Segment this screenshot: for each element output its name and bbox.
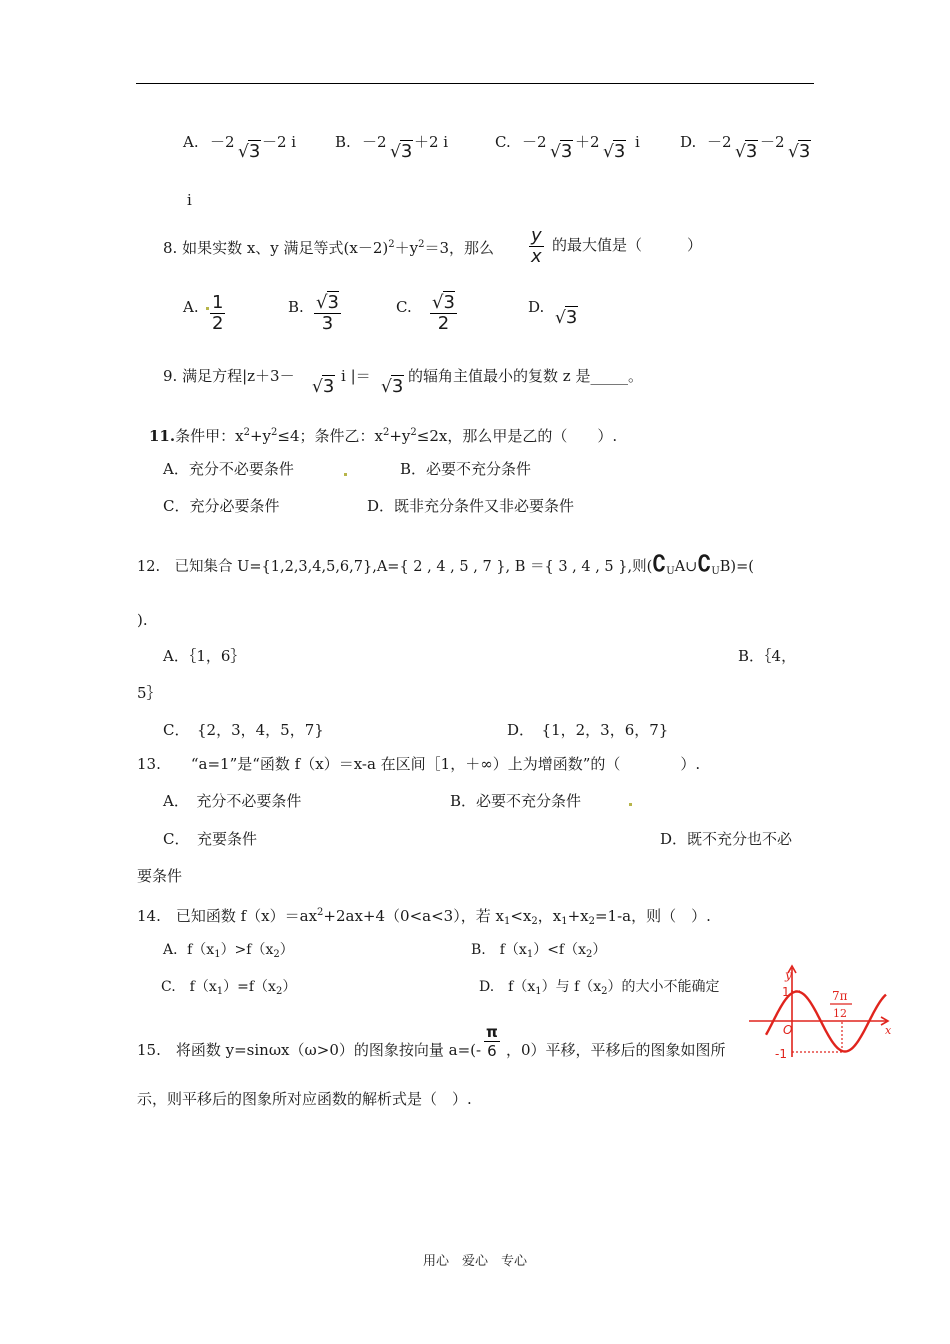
q12-stem: 12. 已知集合 U={1,2,3,4,5,6,7},A={ 2 , 4 , 5 , 7 }, B ＝{ 3 , 4 , 5 },则$(∁_UA\cup∁_UB)=$( — [137, 551, 754, 577]
q8-a-label: A. — [183, 298, 199, 316]
q7-b-label: B. — [335, 133, 351, 151]
q12-option-b-wrap: 5｝ — [137, 684, 162, 702]
q8-c-fraction: $\frac{√3}{2}$ — [432, 292, 455, 334]
q11-option-c: C．充分必要条件 — [163, 497, 280, 515]
tick-label-one: 1 — [782, 985, 790, 999]
stray-mark — [206, 307, 209, 310]
q8-b-label: B. — [288, 298, 304, 316]
q7-d-label: D. — [680, 133, 697, 151]
q7-d-mid: －2 — [760, 133, 785, 151]
q7-c-text: －2 — [522, 133, 547, 151]
q9-tail: 的辐角主值最小的复数 z 是_____。 — [408, 367, 643, 385]
q7-d-text: －2 — [707, 133, 732, 151]
q8-fraction-y-over-x: $\frac{y}{x}$ — [531, 225, 542, 267]
q9-mid: i |＝ — [341, 367, 371, 385]
q13-stem: 13. “a=1”是“函数 f（x）＝x-a 在区间［1，＋∞）上为增函数”的（ ）. — [137, 755, 701, 773]
q14-option-b: B. $f(x_1)<f(x_2)$ — [471, 942, 607, 960]
x-axis-label: x — [885, 1024, 892, 1037]
q12-option-b: B．｛4， — [738, 647, 797, 665]
header-rule — [136, 83, 814, 84]
q8-d-sqrt: √3 — [555, 307, 578, 328]
q8-stem: 8. 如果实数 x、y 满足等式$(x-2)^2+y^2=3$，那么 — [163, 239, 495, 257]
peak-frac-den: 12 — [833, 1007, 847, 1020]
q7-c-mid: ＋2 — [575, 133, 600, 151]
q12-option-a: A．｛1，6｝ — [163, 647, 246, 665]
q15-pi-over-6: $\frac{\pi}{6}$ — [486, 1023, 498, 1060]
q8-a-fraction: $\frac{1}{2}$ — [212, 292, 224, 334]
q14-stem: 14. 已知函数 $f(x)=ax^2+2ax+4(0<a<3)$，若 $x_1<x_2$，$x_1+x_2=1-a$，则（ ）. — [137, 907, 711, 927]
q7-d-sqrt2: √3 — [788, 141, 811, 162]
y-axis-label: y — [785, 968, 792, 982]
q13-option-c: C． 充要条件 — [163, 830, 257, 848]
q11-stem: 11.条件甲：$x^2+y^2\le 4$；条件乙：$x^2+y^2\le 2x$，那么甲是乙的（ ）. — [149, 427, 618, 445]
graph-axes — [749, 966, 888, 1057]
q7-b-text: －2 — [362, 133, 387, 151]
q12-option-d: D． {1，2，3，6，7} — [507, 721, 669, 739]
q13-option-a: A． 充分不必要条件 — [163, 792, 302, 810]
q13-option-d-wrap: 要条件 — [137, 867, 183, 885]
q9-stem: 9. 满足方程|z＋3－ — [163, 367, 295, 385]
q7-c-after: i — [635, 133, 640, 151]
q8-d-label: D. — [528, 298, 545, 316]
q12-option-c: C． {2，3，4，5，7} — [163, 721, 324, 739]
sine-graph — [744, 962, 894, 1060]
peak-frac-num: 7π — [832, 989, 848, 1003]
q7-c-sqrt: √3 — [550, 141, 573, 162]
q7-wrap-i: i — [187, 191, 192, 209]
page-footer: 用心 爱心 专心 — [422, 1254, 527, 1269]
q9-sqrt2: √3 — [381, 376, 404, 397]
q7-a-label: A. — [183, 133, 199, 151]
q7-c-sqrt2: √3 — [603, 141, 626, 162]
q14-option-a: A．$f(x_1)>f(x_2)$ — [163, 942, 294, 960]
stray-mark — [344, 473, 347, 476]
q11-option-d: D．既非充分条件又非必要条件 — [367, 497, 575, 515]
q15-stem: 15. 将函数 y=sinωx（ω>0）的图象按向量 a=(- — [137, 1041, 482, 1059]
q15-stem-cont: ，0）平移，平移后的图象如图所 — [506, 1041, 726, 1059]
q7-b-after: ＋2 i — [414, 133, 449, 151]
q15-wrap: 示，则平移后的图象所对应函数的解析式是（ ）. — [137, 1090, 472, 1108]
q11-option-b: B．必要不充分条件 — [400, 460, 532, 478]
q13-option-d: D．既不充分也不必 — [660, 830, 793, 848]
q12-wrap: ). — [137, 611, 148, 629]
q13-option-b: B．必要不充分条件 — [450, 792, 582, 810]
q8-tail: 的最大值是（ ） — [552, 236, 703, 254]
q8-b-fraction: $\frac{√3}{3}$ — [316, 292, 339, 334]
q7-a-sqrt: √3 — [238, 141, 261, 162]
q7-a-after: －2 i — [262, 133, 297, 151]
stray-mark — [629, 803, 632, 806]
q8-c-label: C. — [396, 298, 412, 316]
q11-option-a: A．充分不必要条件 — [163, 460, 294, 478]
q7-c-label: C. — [495, 133, 511, 151]
q7-d-sqrt: √3 — [735, 141, 758, 162]
tick-label-neg-one: -1 — [775, 1047, 787, 1060]
q14-option-c: C. $f(x_1)=f(x_2)$ — [161, 979, 297, 997]
q7-a-text: －2 — [210, 133, 235, 151]
q7-b-sqrt: √3 — [390, 141, 413, 162]
q14-option-d: D. $f(x_1)$与 $f(x_2)$的大小不能确定 — [479, 979, 720, 997]
origin-label: O — [783, 1023, 793, 1037]
q9-sqrt1: √3 — [312, 376, 335, 397]
